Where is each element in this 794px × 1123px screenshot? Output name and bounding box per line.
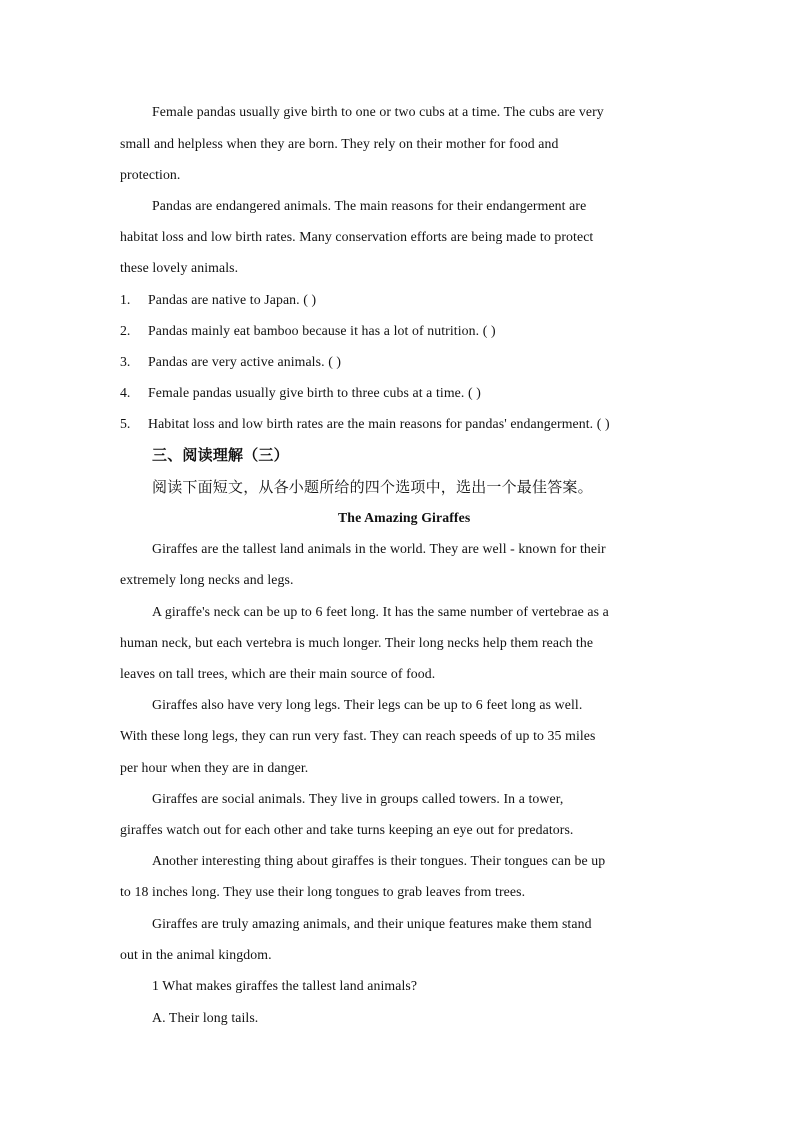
passage-three-line: to 18 inches long. They use their long tongues to grab leaves from trees. (120, 884, 526, 899)
tf-question-text: Pandas are native to Japan. ( ) (148, 292, 317, 307)
tf-question-text: Habitat loss and low birth rates are the main reasons for pandas' endangerment. ( ) (148, 416, 610, 431)
passage-two-line: habitat loss and low birth rates. Many conservation efforts are being made to protect (120, 229, 594, 244)
tf-question-text: Pandas are very active animals. ( ) (148, 354, 342, 369)
passage-two-line: protection. (120, 167, 181, 182)
passage-three-line: extremely long necks and legs. (120, 572, 294, 587)
passage-three-line: per hour when they are in danger. (120, 760, 309, 775)
passage-three-line: Giraffes are social animals. They live in groups called towers. In a tower, (152, 791, 564, 806)
mc-question-text: 1 What makes giraffes the tallest land animals? (152, 978, 418, 993)
question-number: 4. (120, 385, 131, 400)
tf-question-text: Pandas mainly eat bamboo because it has a lot of nutrition. ( ) (148, 323, 496, 338)
mc-option: A. Their long tails. (152, 1010, 259, 1025)
passage-three-line: With these long legs, they can run very fast. They can reach speeds of up to 35 miles (120, 728, 596, 743)
question-number: 2. (120, 323, 131, 338)
passage-three-line: giraffes watch out for each other and take turns keeping an eye out for predators. (120, 822, 574, 837)
passage-two-line: Pandas are endangered animals. The main reasons for their endangerment are (152, 198, 587, 213)
question-number: 3. (120, 354, 131, 369)
passage-three-line: human neck, but each vertebra is much longer. Their long necks help them reach the (120, 635, 594, 650)
tf-question-text: Female pandas usually give birth to three cubs at a time. ( ) (148, 385, 481, 400)
passage-three-line: Giraffes are the tallest land animals in the world. They are well - known for their (152, 541, 606, 556)
passage-three-line: Giraffes also have very long legs. Their legs can be up to 6 feet long as well. (152, 697, 583, 712)
question-number: 1. (120, 292, 131, 307)
passage-two-line: Female pandas usually give birth to one or two cubs at a time. The cubs are very (152, 104, 604, 119)
question-number: 5. (120, 416, 131, 431)
passage-three-line: A giraffe's neck can be up to 6 feet long. It has the same number of vertebrae as a (152, 604, 609, 619)
passage-title: The Amazing Giraffes (338, 510, 471, 525)
section-heading: 三、阅读理解（三） (152, 446, 289, 464)
passage-two-line: small and helpless when they are born. They rely on their mother for food and (120, 136, 559, 151)
section-instruction: 阅读下面短文，从各小题所给的四个选项中，选出一个最佳答案。 (152, 478, 593, 496)
passage-three-line: Another interesting thing about giraffes is their tongues. Their tongues can be up (152, 853, 606, 868)
passage-three-line: Giraffes are truly amazing animals, and their unique features make them stand (152, 916, 592, 931)
passage-three-line: out in the animal kingdom. (120, 947, 272, 962)
passage-two-line: these lovely animals. (120, 260, 239, 275)
passage-three-line: leaves on tall trees, which are their main source of food. (120, 666, 436, 681)
